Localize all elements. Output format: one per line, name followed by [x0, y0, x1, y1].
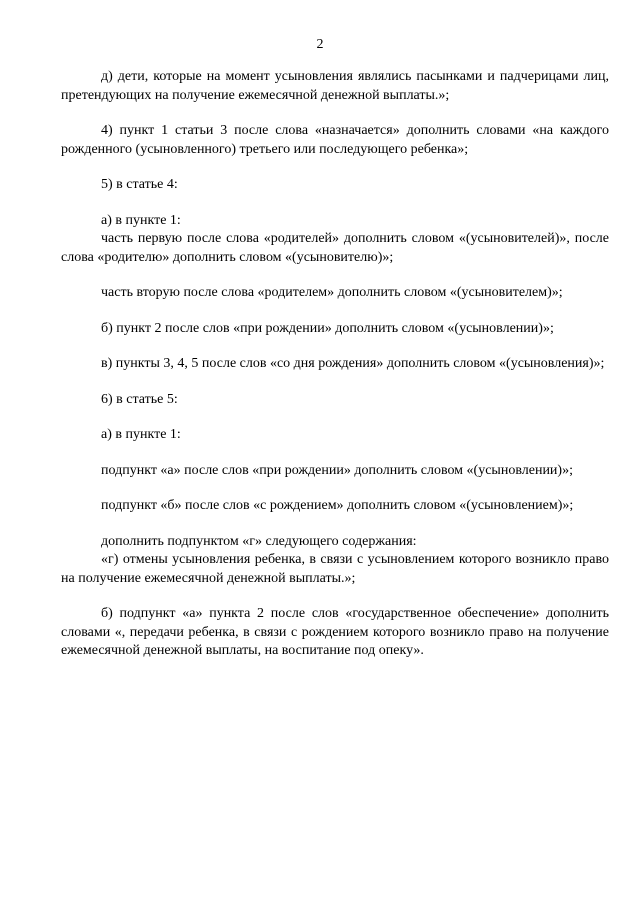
page-number: 2 [316, 37, 324, 52]
paragraph-item-5v: в) пункты 3, 4, 5 после слов «со дня рождения» дополнить словом «(усыновления)»; [101, 356, 605, 371]
paragraph-subitem-b: подпункт «б» после слов «с рождением» дополнить словом «(усыновлением)»; [101, 498, 574, 513]
paragraph-part-two: часть вторую после слова «родителем» дополнить словом «(усыновителем)»; [101, 285, 563, 300]
paragraph-subitem-g-text: «г) отмены усыновления ребенка, в связи с усыновлением которого возникло право на получение ежемесячной денежной выплаты.»; [61, 552, 609, 586]
document-body [61, 68, 609, 661]
paragraph-item-6a: а) в пункте 1: [101, 427, 181, 442]
paragraph-item-6: 6) в статье 5: [101, 391, 178, 407]
paragraph-part-one: часть первую после слова «родителей» дополнить словом «(усыновителей)», после слова «родителю» дополнить словом «(усыновителю)»; [61, 231, 609, 265]
paragraph-item-5b: б) пункт 2 после слов «при рождении» дополнить словом «(усыновлении)»; [101, 320, 554, 336]
paragraph-subitem-a: подпункт «а» после слов «при рождении» дополнить словом «(усыновлении)»; [101, 462, 573, 478]
paragraph-item-6b: б) подпункт «а» пункта 2 после слов «государственное обеспечение» дополнить словами «, передачи ребенка, в связи с рождением которого возникло право на получение ежемесячной денежной выплаты, на воспитание под опеку». [61, 606, 609, 658]
paragraph-d-children: д) дети, которые на момент усыновления являлись пасынками и падчерицами лиц, претендующих на получение ежемесячной денежной выплаты.»; [61, 69, 609, 103]
paragraph-item-4: 4) пункт 1 статьи 3 после слова «назначается» дополнить словами «на каждого рожденного (усыновленного) третьего или последующего ребенка»; [61, 123, 609, 157]
paragraph-add-subitem-g: дополнить подпунктом «г» следующего содержания: [101, 533, 417, 549]
paragraph-item-5a: а) в пункте 1: [101, 212, 181, 228]
paragraph-item-5: 5) в статье 4: [101, 177, 178, 192]
